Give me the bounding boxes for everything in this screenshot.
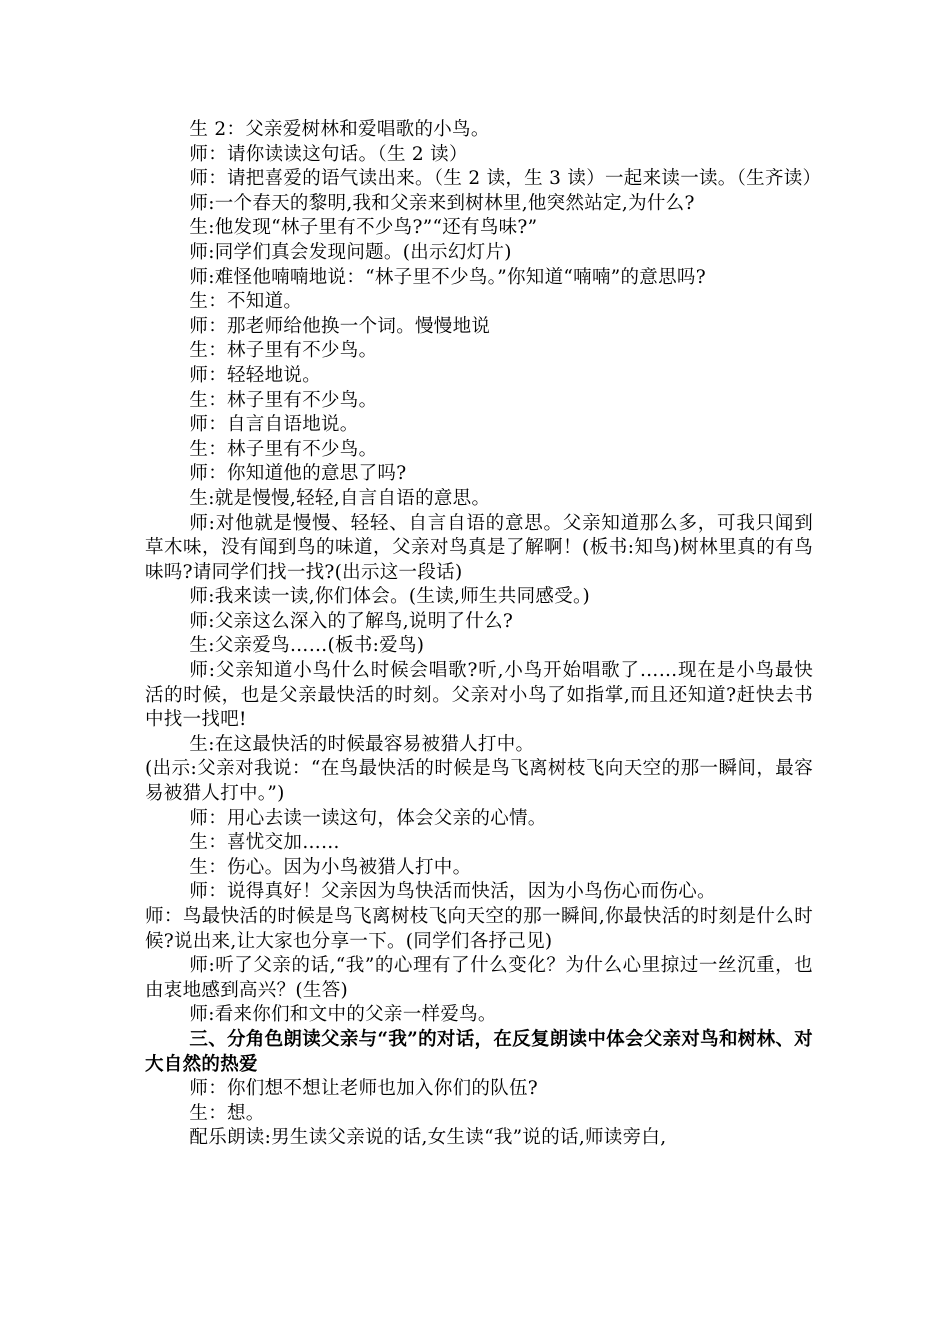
paragraph-2: 师：请你读读这句话。（生 2 读） <box>189 143 468 165</box>
paragraph-29: 师:听了父亲的话,“我”的心理有了什么变化？为什么心里掠过一丝沉重，也由衷地感到高兴？(生答) <box>145 955 813 1001</box>
paragraph-3: 师：请把喜爱的语气读出来。（生 2 读，生 3 读）一起来读一读。（生齐读） <box>189 168 822 190</box>
paragraph-24: 师：用心去读一读这句，体会父亲的心情。 <box>189 807 547 829</box>
paragraph-28: 师：鸟最快活的时候是鸟飞离树枝飞向天空的那一瞬间,你最快活的时刻是什么时候?说出来,让大家也分享一下。(同学们各抒己见) <box>145 906 813 952</box>
paragraph-23: (出示:父亲对我说：“在鸟最快活的时候是鸟飞离树枝飞向天空的那一瞬间，最容易被猎人打中。”) <box>145 758 813 805</box>
document-page <box>145 118 822 1151</box>
paragraph-30: 师:看来你们和文中的父亲一样爱鸟。 <box>189 1004 497 1026</box>
paragraph-22: 生:在这最快活的时候最容易被猎人打中。 <box>189 733 535 755</box>
paragraph-15: 师：你知道他的意思了吗? <box>189 463 407 485</box>
paragraph-17: 师:对他就是慢慢、轻轻、自言自语的意思。父亲知道那么多，可我只闻到草木味，没有闻到鸟的味道，父亲对鸟真是了解啊！(板书:知鸟)树林里真的有鸟味吗?请同学们找一找?(出示这一段话) <box>145 512 813 583</box>
paragraph-10: 生：林子里有不少鸟。 <box>189 340 378 362</box>
paragraph-5: 生:他发现“林子里有不少鸟?”“还有鸟味?” <box>189 217 538 239</box>
section-heading: 三、分角色朗读父亲与“我”的对话，在反复朗读中体会父亲对鸟和树林、对大自然的热爱 <box>145 1028 813 1075</box>
paragraph-27: 师：说得真好！父亲因为鸟快活而快活，因为小鸟伤心而伤心。 <box>189 881 716 903</box>
paragraph-33: 生：想。 <box>189 1102 265 1124</box>
paragraph-8: 生：不知道。 <box>189 291 303 313</box>
paragraph-18: 师:我来读一读,你们体会。(生读,师生共同感受。) <box>189 586 591 608</box>
paragraph-16: 生:就是慢慢,轻轻,自言自语的意思。 <box>189 487 491 509</box>
paragraph-26: 生：伤心。因为小鸟被猎人打中。 <box>189 856 472 878</box>
paragraph-6: 师:同学们真会发现问题。(出示幻灯片) <box>189 241 512 263</box>
paragraph-9: 师：那老师给他换一个词。慢慢地说 <box>189 315 491 337</box>
paragraph-32: 师：你们想不想让老师也加入你们的队伍? <box>189 1078 539 1100</box>
paragraph-21: 师:父亲知道小鸟什么时候会唱歌?听,小鸟开始唱歌了……现在是小鸟最快活的时候，也是父亲最快活的时刻。父亲对小鸟了如指掌,而且还知道?赶快去书中找一找吧! <box>145 660 813 731</box>
paragraph-11: 师：轻轻地说。 <box>189 364 321 386</box>
paragraph-1: 生 2：父亲爱树林和爱唱歌的小鸟。 <box>189 119 490 140</box>
paragraph-12: 生：林子里有不少鸟。 <box>189 389 378 411</box>
paragraph-14: 生：林子里有不少鸟。 <box>189 438 378 460</box>
paragraph-4: 师:一个春天的黎明,我和父亲来到树林里,他突然站定,为什么? <box>189 192 695 214</box>
paragraph-25: 生：喜忧交加…… <box>189 832 340 854</box>
paragraph-13: 师：自言自语地说。 <box>189 414 359 436</box>
paragraph-7: 师:难怪他喃喃地说：“林子里不少鸟。”你知道“喃喃”的意思吗? <box>189 266 706 288</box>
paragraph-34: 配乐朗读:男生读父亲说的话,女生读“我”说的话,师读旁白, <box>189 1127 667 1149</box>
paragraph-20: 生:父亲爱鸟……(板书:爱鸟) <box>189 635 425 657</box>
paragraph-19: 师:父亲这么深入的了解鸟,说明了什么? <box>189 610 514 632</box>
